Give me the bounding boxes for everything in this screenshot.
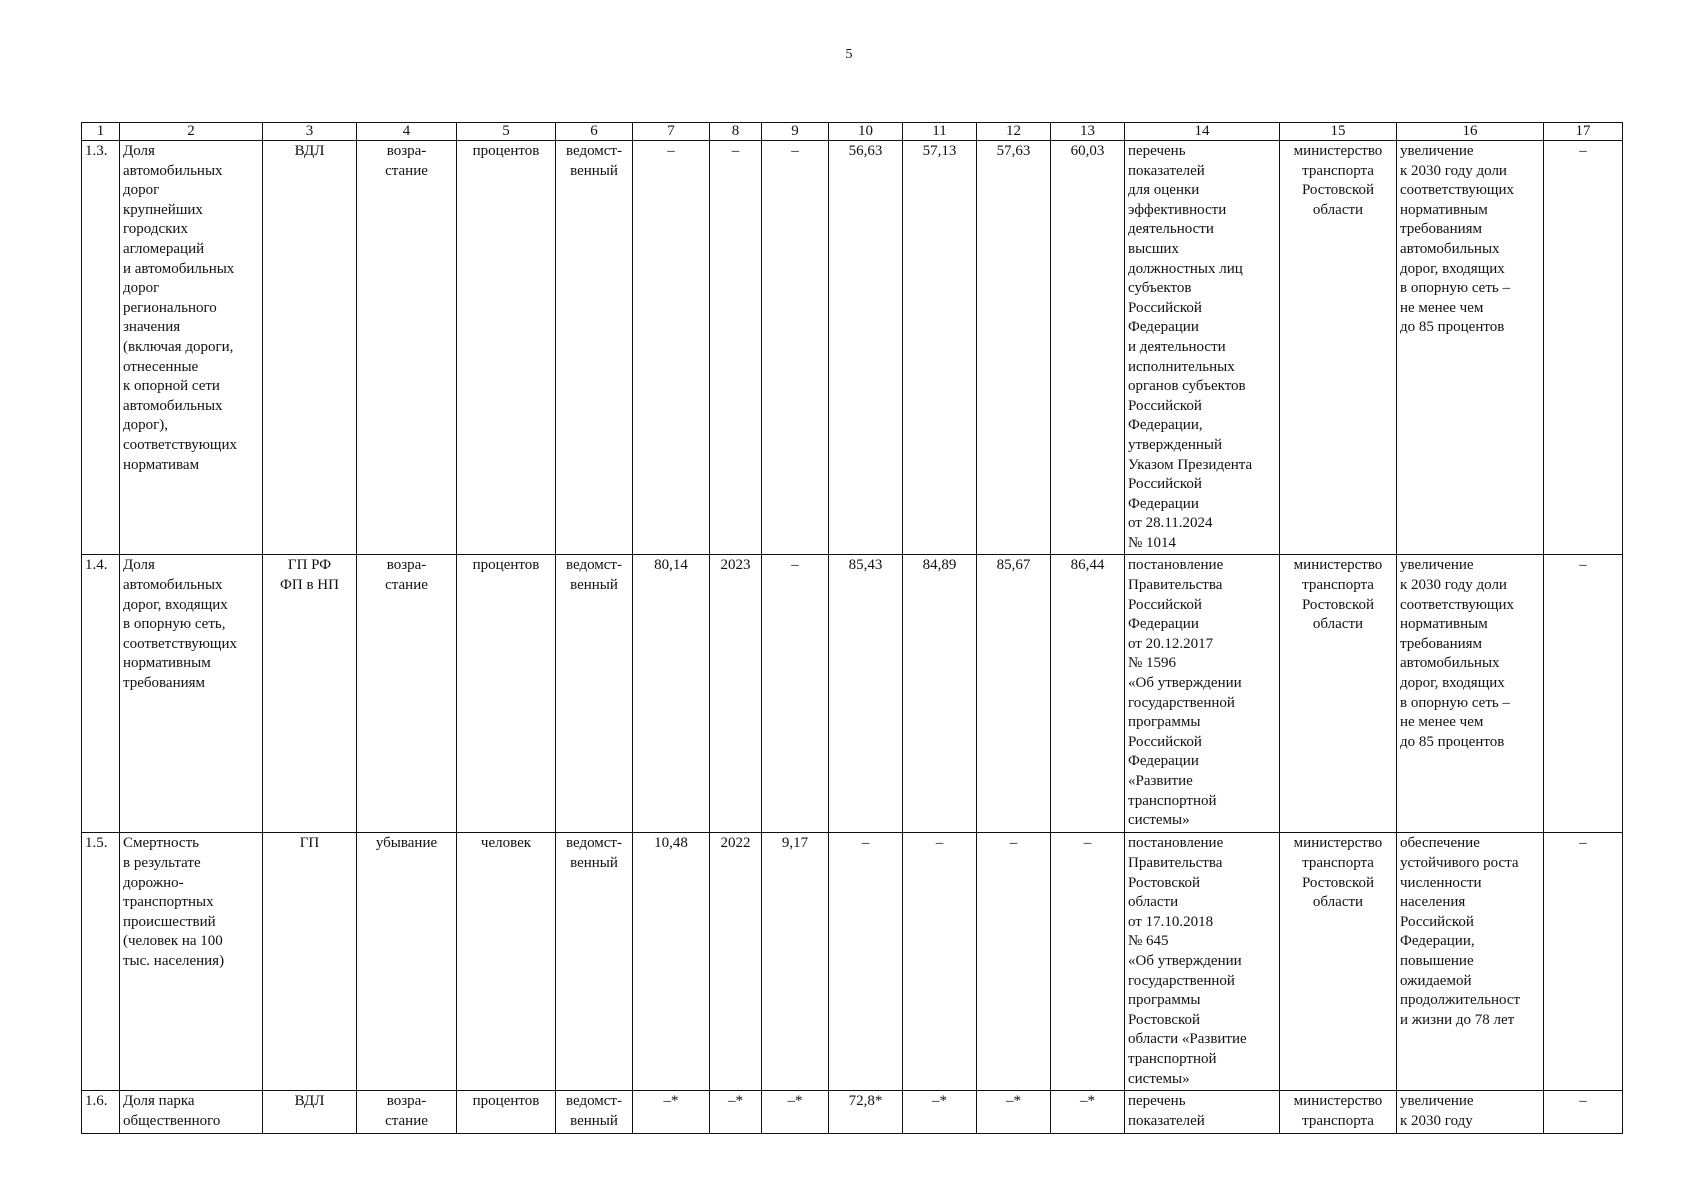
value-col-12: 57,63 — [977, 141, 1051, 555]
column-header: 2 — [120, 123, 263, 141]
national-goal: увеличение к 2030 году доли соответствующих нормативным требованиям автомобильных дорог, входящих в опорную сеть – не менее чем до 85 процентов — [1397, 141, 1544, 555]
responsible-body: министерство транспорта Ростовской области — [1280, 833, 1397, 1091]
value-col-9: –* — [762, 1091, 829, 1133]
row-number: 1.3. — [82, 141, 120, 555]
value-col-9: 9,17 — [762, 833, 829, 1091]
indicator-trend: убывание — [357, 833, 457, 1091]
base-value: 80,14 — [633, 555, 710, 833]
base-year: – — [710, 141, 762, 555]
national-goal: обеспечение устойчивого роста численности населения Российской Федерации, повышение ожидаемой продолжительност и жизни до 78 лет — [1397, 833, 1544, 1091]
indicator-trend: возра- стание — [357, 555, 457, 833]
value-col-9: – — [762, 141, 829, 555]
value-col-13: –* — [1051, 1091, 1125, 1133]
value-col-17: – — [1544, 555, 1623, 833]
column-header: 16 — [1397, 123, 1544, 141]
regulatory-document: постановление Правительства Ростовской области от 17.10.2018 № 645 «Об утверждении государственной программы Ростовской области «Развитие транспортной системы» — [1125, 833, 1280, 1091]
value-col-11: – — [903, 833, 977, 1091]
column-header: 3 — [263, 123, 357, 141]
column-header: 9 — [762, 123, 829, 141]
indicator-type: ведомст- венный — [556, 1091, 633, 1133]
column-header: 14 — [1125, 123, 1280, 141]
column-header: 4 — [357, 123, 457, 141]
responsible-body: министерство транспорта Ростовской области — [1280, 555, 1397, 833]
responsible-body: министерство транспорта Ростовской области — [1280, 141, 1397, 555]
value-col-13: 86,44 — [1051, 555, 1125, 833]
column-header: 10 — [829, 123, 903, 141]
indicator-type: ведомст- венный — [556, 833, 633, 1091]
indicator-level: ВДЛ — [263, 1091, 357, 1133]
value-col-13: – — [1051, 833, 1125, 1091]
indicator-trend: возра- стание — [357, 141, 457, 555]
indicator-type: ведомст- венный — [556, 141, 633, 555]
base-year: –* — [710, 1091, 762, 1133]
indicator-type: ведомст- венный — [556, 555, 633, 833]
value-col-10: 56,63 — [829, 141, 903, 555]
page-number: 5 — [845, 47, 853, 62]
column-header: 8 — [710, 123, 762, 141]
indicator-name: Доля автомобильных дорог, входящих в опорную сеть, соответствующих нормативным требованиям — [120, 555, 263, 833]
indicator-unit: процентов — [457, 1091, 556, 1133]
value-col-10: – — [829, 833, 903, 1091]
value-col-12: 85,67 — [977, 555, 1051, 833]
column-header: 12 — [977, 123, 1051, 141]
regulatory-document: постановление Правительства Российской Федерации от 20.12.2017 № 1596 «Об утверждении государственной программы Российской Федерации «Развитие транспортной системы» — [1125, 555, 1280, 833]
value-col-17: – — [1544, 141, 1623, 555]
column-header: 15 — [1280, 123, 1397, 141]
value-col-11: –* — [903, 1091, 977, 1133]
value-col-17: – — [1544, 1091, 1623, 1133]
base-value: 10,48 — [633, 833, 710, 1091]
base-value: –* — [633, 1091, 710, 1133]
column-header: 17 — [1544, 123, 1623, 141]
national-goal: увеличение к 2030 году доли соответствующих нормативным требованиям автомобильных дорог, входящих в опорную сеть – не менее чем до 85 процентов — [1397, 555, 1544, 833]
row-number: 1.4. — [82, 555, 120, 833]
indicator-unit: человек — [457, 833, 556, 1091]
table-row — [82, 555, 1623, 833]
indicator-level: ГП — [263, 833, 357, 1091]
indicator-name: Доля автомобильных дорог крупнейших городских агломераций и автомобильных дорог регионального значения (включая дороги, отнесенные к опорной сети автомобильных дорог), соответствующих нормативам — [120, 141, 263, 555]
base-year: 2023 — [710, 555, 762, 833]
table-row — [82, 833, 1623, 1091]
indicator-level: ВДЛ — [263, 141, 357, 555]
column-header: 13 — [1051, 123, 1125, 141]
row-number: 1.5. — [82, 833, 120, 1091]
indicator-unit: процентов — [457, 555, 556, 833]
value-col-10: 85,43 — [829, 555, 903, 833]
table-row — [82, 141, 1623, 555]
value-col-9: – — [762, 555, 829, 833]
value-col-11: 57,13 — [903, 141, 977, 555]
national-goal: увеличение к 2030 году — [1397, 1091, 1544, 1133]
column-header: 1 — [82, 123, 120, 141]
responsible-body: министерство транспорта — [1280, 1091, 1397, 1133]
indicators-table — [81, 122, 1623, 1134]
value-col-17: – — [1544, 833, 1623, 1091]
indicator-level: ГП РФ ФП в НП — [263, 555, 357, 833]
column-header: 11 — [903, 123, 977, 141]
value-col-12: –* — [977, 1091, 1051, 1133]
value-col-12: – — [977, 833, 1051, 1091]
indicator-name: Доля парка общественного — [120, 1091, 263, 1133]
value-col-11: 84,89 — [903, 555, 977, 833]
column-header: 7 — [633, 123, 710, 141]
row-number: 1.6. — [82, 1091, 120, 1133]
value-col-13: 60,03 — [1051, 141, 1125, 555]
indicator-trend: возра- стание — [357, 1091, 457, 1133]
indicator-unit: процентов — [457, 141, 556, 555]
column-header: 6 — [556, 123, 633, 141]
base-value: – — [633, 141, 710, 555]
regulatory-document: перечень показателей для оценки эффективности деятельности высших должностных лиц субъектов Российской Федерации и деятельности исполнительных органов субъектов Российской Федерации, утвержденный Указом Президента Российской Федерации от 28.11.2024 № 1014 — [1125, 141, 1280, 555]
table-row — [82, 1091, 1623, 1133]
value-col-10: 72,8* — [829, 1091, 903, 1133]
base-year: 2022 — [710, 833, 762, 1091]
column-number-row — [82, 123, 1623, 141]
indicator-name: Смертность в результате дорожно- транспортных происшествий (человек на 100 тыс. населения) — [120, 833, 263, 1091]
column-header: 5 — [457, 123, 556, 141]
regulatory-document: перечень показателей — [1125, 1091, 1280, 1133]
